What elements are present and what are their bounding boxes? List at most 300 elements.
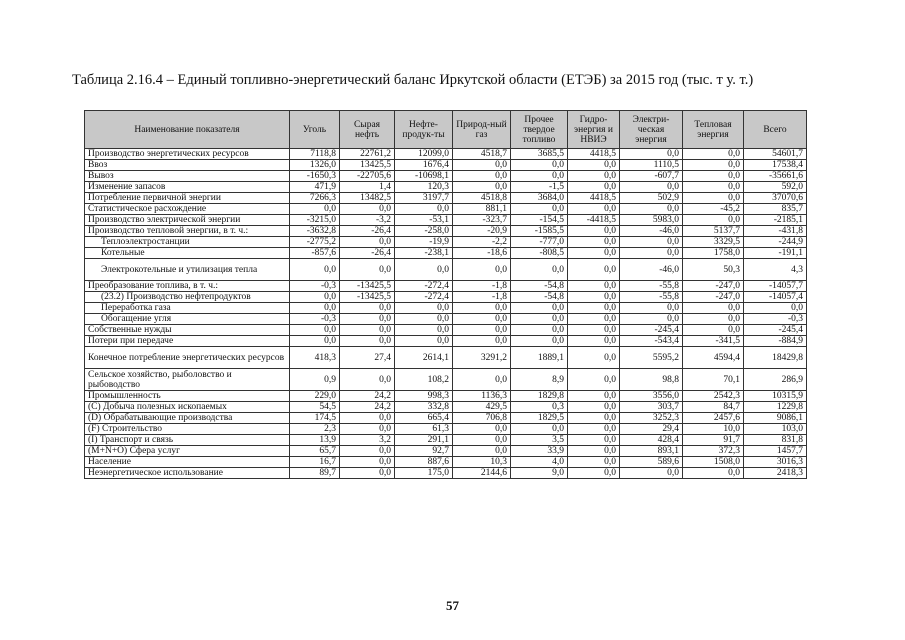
table-row (85, 468, 807, 479)
table-cell: 2614,1 (395, 347, 453, 369)
table-cell: 428,4 (620, 435, 683, 446)
table-cell: 0,0 (395, 325, 453, 336)
table-cell: 0,0 (453, 369, 511, 391)
table-cell: 175,0 (395, 468, 453, 479)
table-cell: 0,0 (568, 259, 620, 281)
table-cell: -2,2 (453, 237, 511, 248)
table-cell: 0,0 (340, 446, 395, 457)
table-cell: 0,0 (511, 303, 568, 314)
table-cell: 103,0 (744, 424, 807, 435)
table-cell: 0,0 (683, 193, 744, 204)
table-cell: -0,3 (290, 281, 340, 292)
row-label: Производство электрической энергии (85, 215, 290, 226)
table-row (85, 391, 807, 402)
row-label: Статистическое расхождение (85, 204, 290, 215)
table-row (85, 325, 807, 336)
table-cell: 0,0 (511, 314, 568, 325)
table-cell: 120,3 (395, 182, 453, 193)
table-cell: 3,5 (511, 435, 568, 446)
table-cell: 5595,2 (620, 347, 683, 369)
table-cell: 3197,7 (395, 193, 453, 204)
table-cell: 7118,8 (290, 149, 340, 160)
table-cell: 835,7 (744, 204, 807, 215)
table-cell: 24,2 (340, 402, 395, 413)
table-cell: 0,0 (340, 336, 395, 347)
table-cell: 0,0 (453, 446, 511, 457)
table-cell: 0,0 (453, 336, 511, 347)
table-cell: -53,1 (395, 215, 453, 226)
table-row (85, 292, 807, 303)
table-cell: 16,7 (290, 457, 340, 468)
table-cell: 0,0 (511, 336, 568, 347)
table-cell: -1585,5 (511, 226, 568, 237)
row-label: (I) Транспорт и связь (85, 435, 290, 446)
table-cell: -238,1 (395, 248, 453, 259)
table-cell: 429,5 (453, 402, 511, 413)
table-cell: 0,0 (683, 171, 744, 182)
table-cell: 291,1 (395, 435, 453, 446)
table-cell: 0,0 (395, 204, 453, 215)
table-cell: 4594,4 (683, 347, 744, 369)
table-cell: 0,0 (568, 435, 620, 446)
table-cell: 0,0 (290, 303, 340, 314)
table-cell: -884,9 (744, 336, 807, 347)
table-cell: -3,2 (340, 215, 395, 226)
column-header: Уголь (290, 111, 340, 149)
row-label: Котельные (85, 248, 290, 259)
table-row (85, 215, 807, 226)
table-cell: -2775,2 (290, 237, 340, 248)
table-cell: 0,0 (290, 325, 340, 336)
table-cell: 1508,0 (683, 457, 744, 468)
table-cell: 1758,0 (683, 248, 744, 259)
table-cell: -1650,3 (290, 171, 340, 182)
table-cell: 0,0 (453, 160, 511, 171)
table-cell: -1,5 (511, 182, 568, 193)
table-cell: 0,0 (744, 303, 807, 314)
table-cell: 0,0 (453, 303, 511, 314)
table-row (85, 171, 807, 182)
table-cell: 0,0 (290, 292, 340, 303)
column-header: Гидро-энергия и НВИЭ (568, 111, 620, 149)
table-cell: 0,0 (453, 182, 511, 193)
table-cell: 0,0 (568, 325, 620, 336)
table-cell: 4418,5 (568, 149, 620, 160)
table-cell: -22705,6 (340, 171, 395, 182)
table-cell: 22761,2 (340, 149, 395, 160)
column-header: Электри-ческая энергия (620, 111, 683, 149)
table-cell: 0,0 (568, 402, 620, 413)
column-header: Наименование показателя (85, 111, 290, 149)
table-cell: -55,8 (620, 292, 683, 303)
table-cell: 0,0 (453, 314, 511, 325)
table-cell: 54601,7 (744, 149, 807, 160)
table-cell: 0,0 (568, 303, 620, 314)
table-cell: 3,2 (340, 435, 395, 446)
table-cell: 0,0 (683, 149, 744, 160)
table-cell: 0,0 (568, 292, 620, 303)
table-cell: 0,0 (340, 369, 395, 391)
table-cell: -45,2 (683, 204, 744, 215)
table-cell: 229,0 (290, 391, 340, 402)
table-cell: 0,0 (568, 204, 620, 215)
table-cell: 7266,3 (290, 193, 340, 204)
table-cell: 108,2 (395, 369, 453, 391)
table-cell: 0,0 (620, 204, 683, 215)
column-header: Нефте-продук-ты (395, 111, 453, 149)
table-cell: 332,8 (395, 402, 453, 413)
table-cell: 98,8 (620, 369, 683, 391)
row-label: Изменение запасов (85, 182, 290, 193)
table-cell: -13425,5 (340, 292, 395, 303)
table-cell: 893,1 (620, 446, 683, 457)
table-row (85, 303, 807, 314)
table-cell: 0,0 (395, 336, 453, 347)
table-cell: 0,0 (453, 424, 511, 435)
table-cell: 1110,5 (620, 160, 683, 171)
row-label: Собственные нужды (85, 325, 290, 336)
table-cell: 70,1 (683, 369, 744, 391)
table-cell: 1676,4 (395, 160, 453, 171)
table-cell: 0,0 (568, 248, 620, 259)
table-cell: -26,4 (340, 248, 395, 259)
table-cell: 4,0 (511, 457, 568, 468)
table-row (85, 281, 807, 292)
table-cell: 0,0 (340, 303, 395, 314)
table-cell: 17538,4 (744, 160, 807, 171)
table-cell: 0,0 (568, 446, 620, 457)
table-cell: 592,0 (744, 182, 807, 193)
table-cell: 8,9 (511, 369, 568, 391)
table-cell: 887,6 (395, 457, 453, 468)
table-cell: 2,3 (290, 424, 340, 435)
table-cell: 1889,1 (511, 347, 568, 369)
table-cell: 37070,6 (744, 193, 807, 204)
table-row (85, 413, 807, 424)
table-cell: -46,0 (620, 226, 683, 237)
table-cell: 50,3 (683, 259, 744, 281)
table-cell: 2542,3 (683, 391, 744, 402)
table-cell: 0,0 (568, 182, 620, 193)
table-cell: 0,0 (683, 160, 744, 171)
table-cell: -247,0 (683, 281, 744, 292)
table-row (85, 424, 807, 435)
table-cell: 998,3 (395, 391, 453, 402)
row-label: Промышленность (85, 391, 290, 402)
table-cell: 54,5 (290, 402, 340, 413)
table-cell: 1136,3 (453, 391, 511, 402)
table-cell: -46,0 (620, 259, 683, 281)
table-cell: 2457,6 (683, 413, 744, 424)
row-label: Электрокотельные и утилизация тепла (85, 259, 290, 281)
table-header-row (85, 111, 807, 149)
table-cell: -245,4 (744, 325, 807, 336)
table-cell: 0,0 (340, 424, 395, 435)
row-label: (C) Добыча полезных ископаемых (85, 402, 290, 413)
row-label: Преобразование топлива, в т. ч.: (85, 281, 290, 292)
table-cell: 0,0 (568, 347, 620, 369)
row-label: Производство энергетических ресурсов (85, 149, 290, 160)
row-label: Неэнергетическое использование (85, 468, 290, 479)
table-cell: -808,5 (511, 248, 568, 259)
table-cell: 0,0 (568, 160, 620, 171)
table-cell: -1,8 (453, 292, 511, 303)
table-cell: 418,3 (290, 347, 340, 369)
table-cell: -247,0 (683, 292, 744, 303)
column-header: Природ-ный газ (453, 111, 511, 149)
table-cell: 0,0 (290, 336, 340, 347)
table-cell: 0,0 (340, 325, 395, 336)
table-cell: 0,0 (568, 369, 620, 391)
table-cell: 0,0 (620, 314, 683, 325)
table-cell: 13425,5 (340, 160, 395, 171)
table-cell: 0,0 (511, 325, 568, 336)
table-cell: 1457,7 (744, 446, 807, 457)
table-cell: 0,0 (620, 237, 683, 248)
table-row (85, 182, 807, 193)
table-row (85, 204, 807, 215)
table-cell: 3252,3 (620, 413, 683, 424)
table-cell: 0,0 (511, 204, 568, 215)
table-cell: -272,4 (395, 292, 453, 303)
table-cell: 10315,9 (744, 391, 807, 402)
table-cell: 12099,0 (395, 149, 453, 160)
table-cell: 0,0 (620, 182, 683, 193)
column-header: Всего (744, 111, 807, 149)
table-cell: 4518,8 (453, 193, 511, 204)
table-cell: 0,0 (453, 435, 511, 446)
table-cell: 0,0 (568, 226, 620, 237)
table-cell: 1229,8 (744, 402, 807, 413)
energy-balance-table (84, 110, 807, 479)
table-cell: 0,0 (340, 413, 395, 424)
table-cell: 65,7 (290, 446, 340, 457)
table-cell: -0,3 (290, 314, 340, 325)
table-cell: 0,0 (453, 325, 511, 336)
table-cell: -323,7 (453, 215, 511, 226)
table-cell: 0,0 (453, 171, 511, 182)
table-cell: -607,7 (620, 171, 683, 182)
table-cell: 3329,5 (683, 237, 744, 248)
table-cell: 0,0 (290, 259, 340, 281)
table-cell: -0,3 (744, 314, 807, 325)
table-cell: 174,5 (290, 413, 340, 424)
table-cell: 9086,1 (744, 413, 807, 424)
table-cell: 0,0 (568, 391, 620, 402)
table-cell: 1829,5 (511, 413, 568, 424)
table-cell: -19,9 (395, 237, 453, 248)
table-row (85, 369, 807, 391)
table-cell: 10,3 (453, 457, 511, 468)
table-cell: 303,7 (620, 402, 683, 413)
table-row (85, 402, 807, 413)
table-cell: 3291,2 (453, 347, 511, 369)
row-label: (M+N+O) Сфера услуг (85, 446, 290, 457)
row-label: Ввоз (85, 160, 290, 171)
page-number: 57 (446, 598, 459, 613)
table-cell: 0,0 (568, 413, 620, 424)
table-cell: 3684,0 (511, 193, 568, 204)
table-cell: 13,9 (290, 435, 340, 446)
row-label: Переработка газа (85, 303, 290, 314)
table-cell: 0,0 (453, 259, 511, 281)
table-cell: 2418,3 (744, 468, 807, 479)
table-cell: 0,0 (340, 457, 395, 468)
table-cell: -154,5 (511, 215, 568, 226)
table-cell: 89,7 (290, 468, 340, 479)
table-cell: 471,9 (290, 182, 340, 193)
table-cell: 33,9 (511, 446, 568, 457)
table-cell: 0,0 (620, 468, 683, 479)
row-label: Потребление первичной энергии (85, 193, 290, 204)
table-cell: -14057,7 (744, 281, 807, 292)
table-row (85, 193, 807, 204)
table-cell: -431,8 (744, 226, 807, 237)
table-cell: -10698,1 (395, 171, 453, 182)
table-cell: 0,0 (340, 468, 395, 479)
table-cell: 18429,8 (744, 347, 807, 369)
table-cell: 502,9 (620, 193, 683, 204)
table-cell: 27,4 (340, 347, 395, 369)
table-cell: 4418,5 (568, 193, 620, 204)
table-cell: 5137,7 (683, 226, 744, 237)
table-cell: 3556,0 (620, 391, 683, 402)
table-cell: -54,8 (511, 292, 568, 303)
table-cell: 61,3 (395, 424, 453, 435)
table-cell: 0,0 (683, 468, 744, 479)
row-label: (F) Строительство (85, 424, 290, 435)
table-cell: -341,5 (683, 336, 744, 347)
table-cell: 5983,0 (620, 215, 683, 226)
table-row (85, 435, 807, 446)
table-cell: -13425,5 (340, 281, 395, 292)
table-cell: 2144,6 (453, 468, 511, 479)
table-cell: 0,0 (395, 259, 453, 281)
table-cell: 0,0 (340, 259, 395, 281)
row-label: Обогащение угля (85, 314, 290, 325)
table-row (85, 149, 807, 160)
table-row (85, 160, 807, 171)
table-cell: -18,6 (453, 248, 511, 259)
table-title: Таблица 2.16.4 – Единый топливно-энергетический баланс Иркутской области (ЕТЭБ) за 2015 год (тыс. т у. т.) (72, 72, 754, 88)
table-cell: -35661,6 (744, 171, 807, 182)
table-row (85, 314, 807, 325)
table-row (85, 336, 807, 347)
table-row (85, 446, 807, 457)
table-cell: 0,0 (511, 171, 568, 182)
table-cell: 0,0 (568, 314, 620, 325)
row-label: Население (85, 457, 290, 468)
table-cell: 13482,5 (340, 193, 395, 204)
table-cell: -244,9 (744, 237, 807, 248)
table-cell: 84,7 (683, 402, 744, 413)
table-cell: 0,0 (340, 314, 395, 325)
row-label: Сельское хозяйство, рыболовство и рыбоводство (85, 369, 290, 391)
table-cell: 0,0 (340, 204, 395, 215)
table-cell: 24,2 (340, 391, 395, 402)
column-header: Тепловая энергия (683, 111, 744, 149)
row-label: (D) Обрабатывающие производства (85, 413, 290, 424)
table-cell: 0,0 (620, 303, 683, 314)
table-cell: 831,8 (744, 435, 807, 446)
table-cell: -26,4 (340, 226, 395, 237)
row-label: Теплоэлектростанции (85, 237, 290, 248)
table-cell: 1,4 (340, 182, 395, 193)
table-cell: 4,3 (744, 259, 807, 281)
table-body (85, 149, 807, 479)
table-cell: 0,0 (568, 171, 620, 182)
table-cell: 0,0 (568, 281, 620, 292)
table-cell: 0,0 (511, 259, 568, 281)
table-cell: 0,0 (511, 424, 568, 435)
table-cell: 29,4 (620, 424, 683, 435)
table-row (85, 226, 807, 237)
table-cell: 372,3 (683, 446, 744, 457)
table-cell: -14057,4 (744, 292, 807, 303)
table-cell: -4418,5 (568, 215, 620, 226)
table-cell: -55,8 (620, 281, 683, 292)
table-row (85, 259, 807, 281)
table-cell: 0,0 (568, 457, 620, 468)
row-label: (23.2) Производство нефтепродуктов (85, 292, 290, 303)
table-row (85, 457, 807, 468)
table-cell: -543,4 (620, 336, 683, 347)
table-cell: 0,0 (568, 424, 620, 435)
row-label: Конечное потребление энергетических ресурсов (85, 347, 290, 369)
row-label: Потери при передаче (85, 336, 290, 347)
row-label: Производство тепловой энергии, в т. ч.: (85, 226, 290, 237)
table-cell: -54,8 (511, 281, 568, 292)
table-cell: 92,7 (395, 446, 453, 457)
table-cell: 0,0 (683, 325, 744, 336)
table-cell: 0,0 (395, 314, 453, 325)
table-cell: 0,0 (340, 237, 395, 248)
table-cell: 1326,0 (290, 160, 340, 171)
row-label: Вывоз (85, 171, 290, 182)
table-cell: 0,0 (568, 237, 620, 248)
table-cell: 0,3 (511, 402, 568, 413)
table-row (85, 347, 807, 369)
table-cell: 3685,5 (511, 149, 568, 160)
table-cell: 0,0 (568, 468, 620, 479)
table-cell: 0,0 (683, 215, 744, 226)
table-cell: 10,0 (683, 424, 744, 435)
column-header: Сырая нефть (340, 111, 395, 149)
table-cell: 1829,8 (511, 391, 568, 402)
table-cell: -777,0 (511, 237, 568, 248)
table-cell: 881,1 (453, 204, 511, 215)
table-cell: 0,0 (683, 314, 744, 325)
table-cell: 0,0 (568, 336, 620, 347)
table-cell: 665,4 (395, 413, 453, 424)
table-row (85, 248, 807, 259)
table-cell: -2185,1 (744, 215, 807, 226)
table-cell: 0,0 (511, 160, 568, 171)
table-cell: 91,7 (683, 435, 744, 446)
table-cell: 0,0 (620, 149, 683, 160)
table-cell: -3215,0 (290, 215, 340, 226)
table-cell: 4518,7 (453, 149, 511, 160)
table-cell: 0,9 (290, 369, 340, 391)
table-cell: 0,0 (620, 248, 683, 259)
column-header: Прочее твердое топливо (511, 111, 568, 149)
table-cell: -191,1 (744, 248, 807, 259)
table-cell: -245,4 (620, 325, 683, 336)
table-cell: 286,9 (744, 369, 807, 391)
table-cell: -272,4 (395, 281, 453, 292)
table-cell: 0,0 (683, 182, 744, 193)
table-cell: 0,0 (395, 303, 453, 314)
